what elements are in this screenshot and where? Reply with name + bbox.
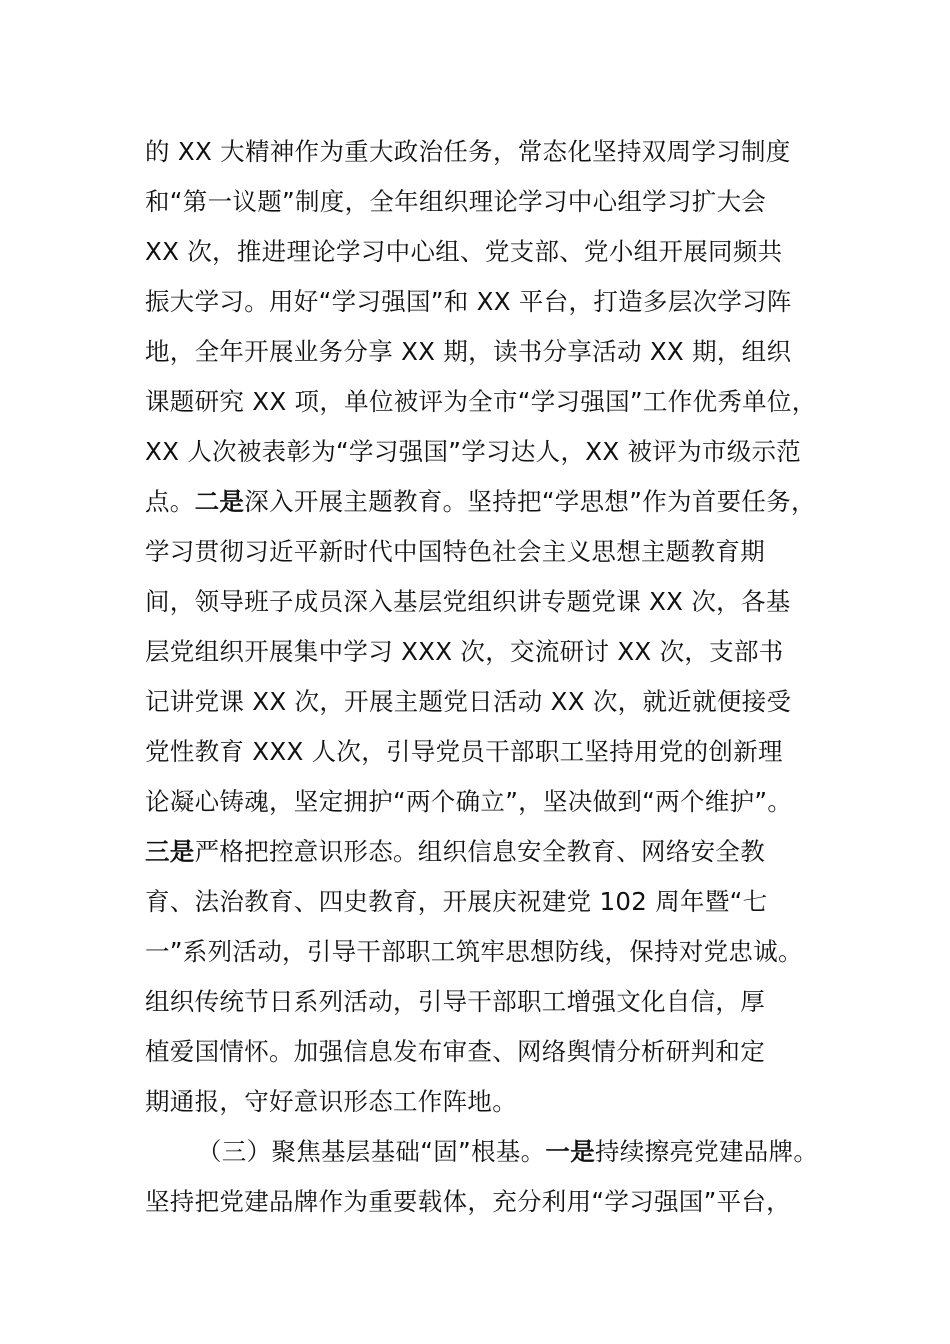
text-run: 点。 [145,487,195,516]
section-heading-line [197,1134,818,1170]
text-run: 严格把控意识形态。组织信息安全教育、网络安全教 [194,837,766,866]
body-text-line: 党性教育 XXX 人次，引导党员干部职工坚持用党的创新理 [145,737,783,766]
body-text-line: 地，全年开展业务分享 XX 期，读书分享活动 XX 期，组织 [145,337,792,366]
text-run: 持续擦亮党建品牌。 [595,1137,819,1166]
section-heading: （三）聚焦基层基础“固”根基。 [197,1137,546,1166]
text-run: 深入开展主题教育。坚持把“学思想”作为首要任务， [244,487,816,516]
body-text-line [145,834,765,870]
body-text-line: 和“第一议题”制度，全年组织理论学习中心组学习扩大会 [145,187,767,216]
body-text-line: 组织传统节日系列活动，引导干部职工增强文化自信，厚 [145,987,765,1016]
body-text-line: XX 人次被表彰为“学习强国”学习达人，XX 被评为市级示范 [145,437,802,466]
body-text-line: 间，领导班子成员深入基层党组织讲专题党课 XX 次，各基 [145,587,791,616]
body-text-line: 记讲党课 XX 次，开展主题党日活动 XX 次，就近就便接受 [145,687,792,716]
body-text-line: 坚持把党建品牌作为重要载体，充分利用“学习强国”平台， [145,1187,791,1216]
body-text-line: 论凝心铸魂，坚定拥护“两个确立”，坚决做到“两个维护”。 [145,787,793,816]
body-text-line: 学习贯彻习近平新时代中国特色社会主义思想主题教育期 [145,537,765,566]
emphasis-second: 二是 [194,487,245,516]
emphasis-third: 三是 [145,837,195,866]
body-text-line: 植爱国情怀。加强信息发布审查、网络舆情分析研判和定 [145,1037,765,1066]
body-text-line: 的 XX 大精神作为重大政治任务，常态化坚持双周学习制度 [145,137,791,166]
emphasis-first: 一是 [545,1137,595,1166]
body-text-line: 育、法治教育、四史教育，开展庆祝建党 102 周年暨“七 [145,887,768,916]
body-text-line: 一”系列活动，引导干部职工筑牢思想防线，保持对党忠诚。 [145,937,803,966]
body-text-line [145,484,816,520]
body-text-line: 期通报，守好意识形态工作阵地。 [145,1087,517,1116]
body-text-line: 振大学习。用好“学习强国”和 XX 平台，打造多层次学习阵 [145,287,792,316]
body-text-line: 课题研究 XX 项，单位被评为全市“学习强国”工作优秀单位， [145,387,817,416]
body-text-line: 层党组织开展集中学习 XXX 次，交流研讨 XX 次，支部书 [145,637,784,666]
body-text-line: XX 次，推进理论学习中心组、党支部、党小组开展同频共 [145,237,783,266]
